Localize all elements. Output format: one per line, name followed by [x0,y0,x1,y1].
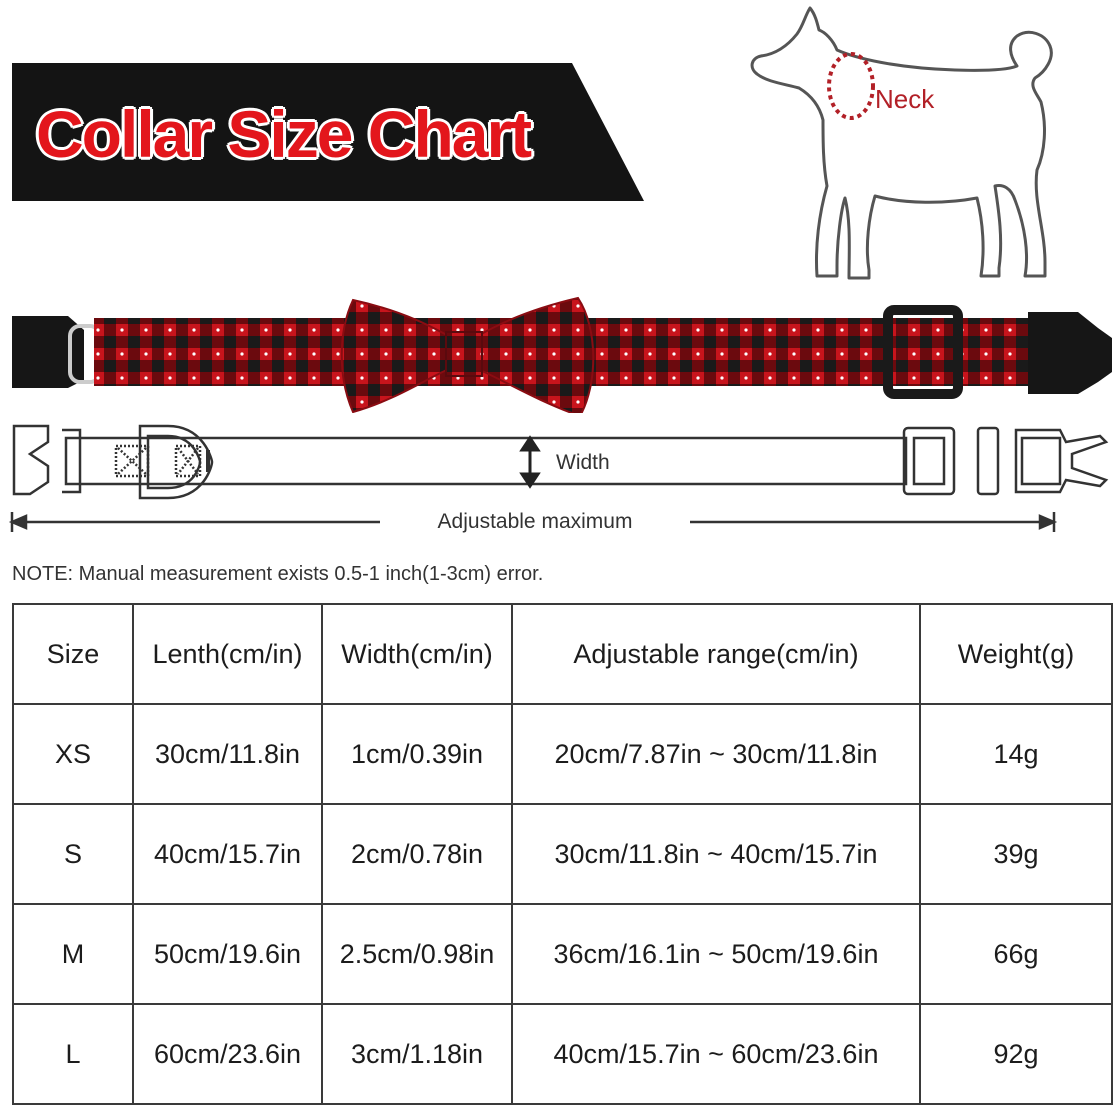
size-table [12,603,1113,1105]
cell-adjustable-range: 40cm/15.7in ~ 60cm/23.6in [512,1004,920,1104]
collar-photo [8,288,1112,413]
cell-size: L [13,1004,133,1104]
header-adjustable-range: Adjustable range(cm/in) [512,604,920,704]
page-title: Collar Size Chart [36,97,531,171]
cell-length: 50cm/19.6in [133,904,322,1004]
cell-width: 2cm/0.78in [322,804,512,904]
cell-adjustable-range: 20cm/7.87in ~ 30cm/11.8in [512,704,920,804]
table-row [13,1004,1112,1104]
cell-weight: 66g [920,904,1112,1004]
cell-length: 30cm/11.8in [133,704,322,804]
cell-length: 60cm/23.6in [133,1004,322,1104]
cell-weight: 14g [920,704,1112,804]
cell-length: 40cm/15.7in [133,804,322,904]
header-size: Size [13,604,133,704]
cell-width: 2.5cm/0.98in [322,904,512,1004]
table-header-row [13,604,1112,704]
cell-size: S [13,804,133,904]
cell-size: M [13,904,133,1004]
cell-size: XS [13,704,133,804]
header-weight: Weight(g) [920,604,1112,704]
cell-width: 1cm/0.39in [322,704,512,804]
table-row [13,804,1112,904]
dog-outline-icon [745,0,1075,285]
cell-adjustable-range: 30cm/11.8in ~ 40cm/15.7in [512,804,920,904]
measurement-note: NOTE: Manual measurement exists 0.5-1 inch(1-3cm) error. [12,563,544,585]
cell-adjustable-range: 36cm/16.1in ~ 50cm/19.6in [512,904,920,1004]
cell-weight: 39g [920,804,1112,904]
header-length: Lenth(cm/in) [133,604,322,704]
table-row [13,904,1112,1004]
cell-weight: 92g [920,1004,1112,1104]
table-row [13,704,1112,804]
header-width: Width(cm/in) [322,604,512,704]
neck-label: Neck [875,84,935,114]
width-label: Width [556,451,610,474]
cell-width: 3cm/1.18in [322,1004,512,1104]
adjustable-maximum-label: Adjustable maximum [380,510,690,534]
